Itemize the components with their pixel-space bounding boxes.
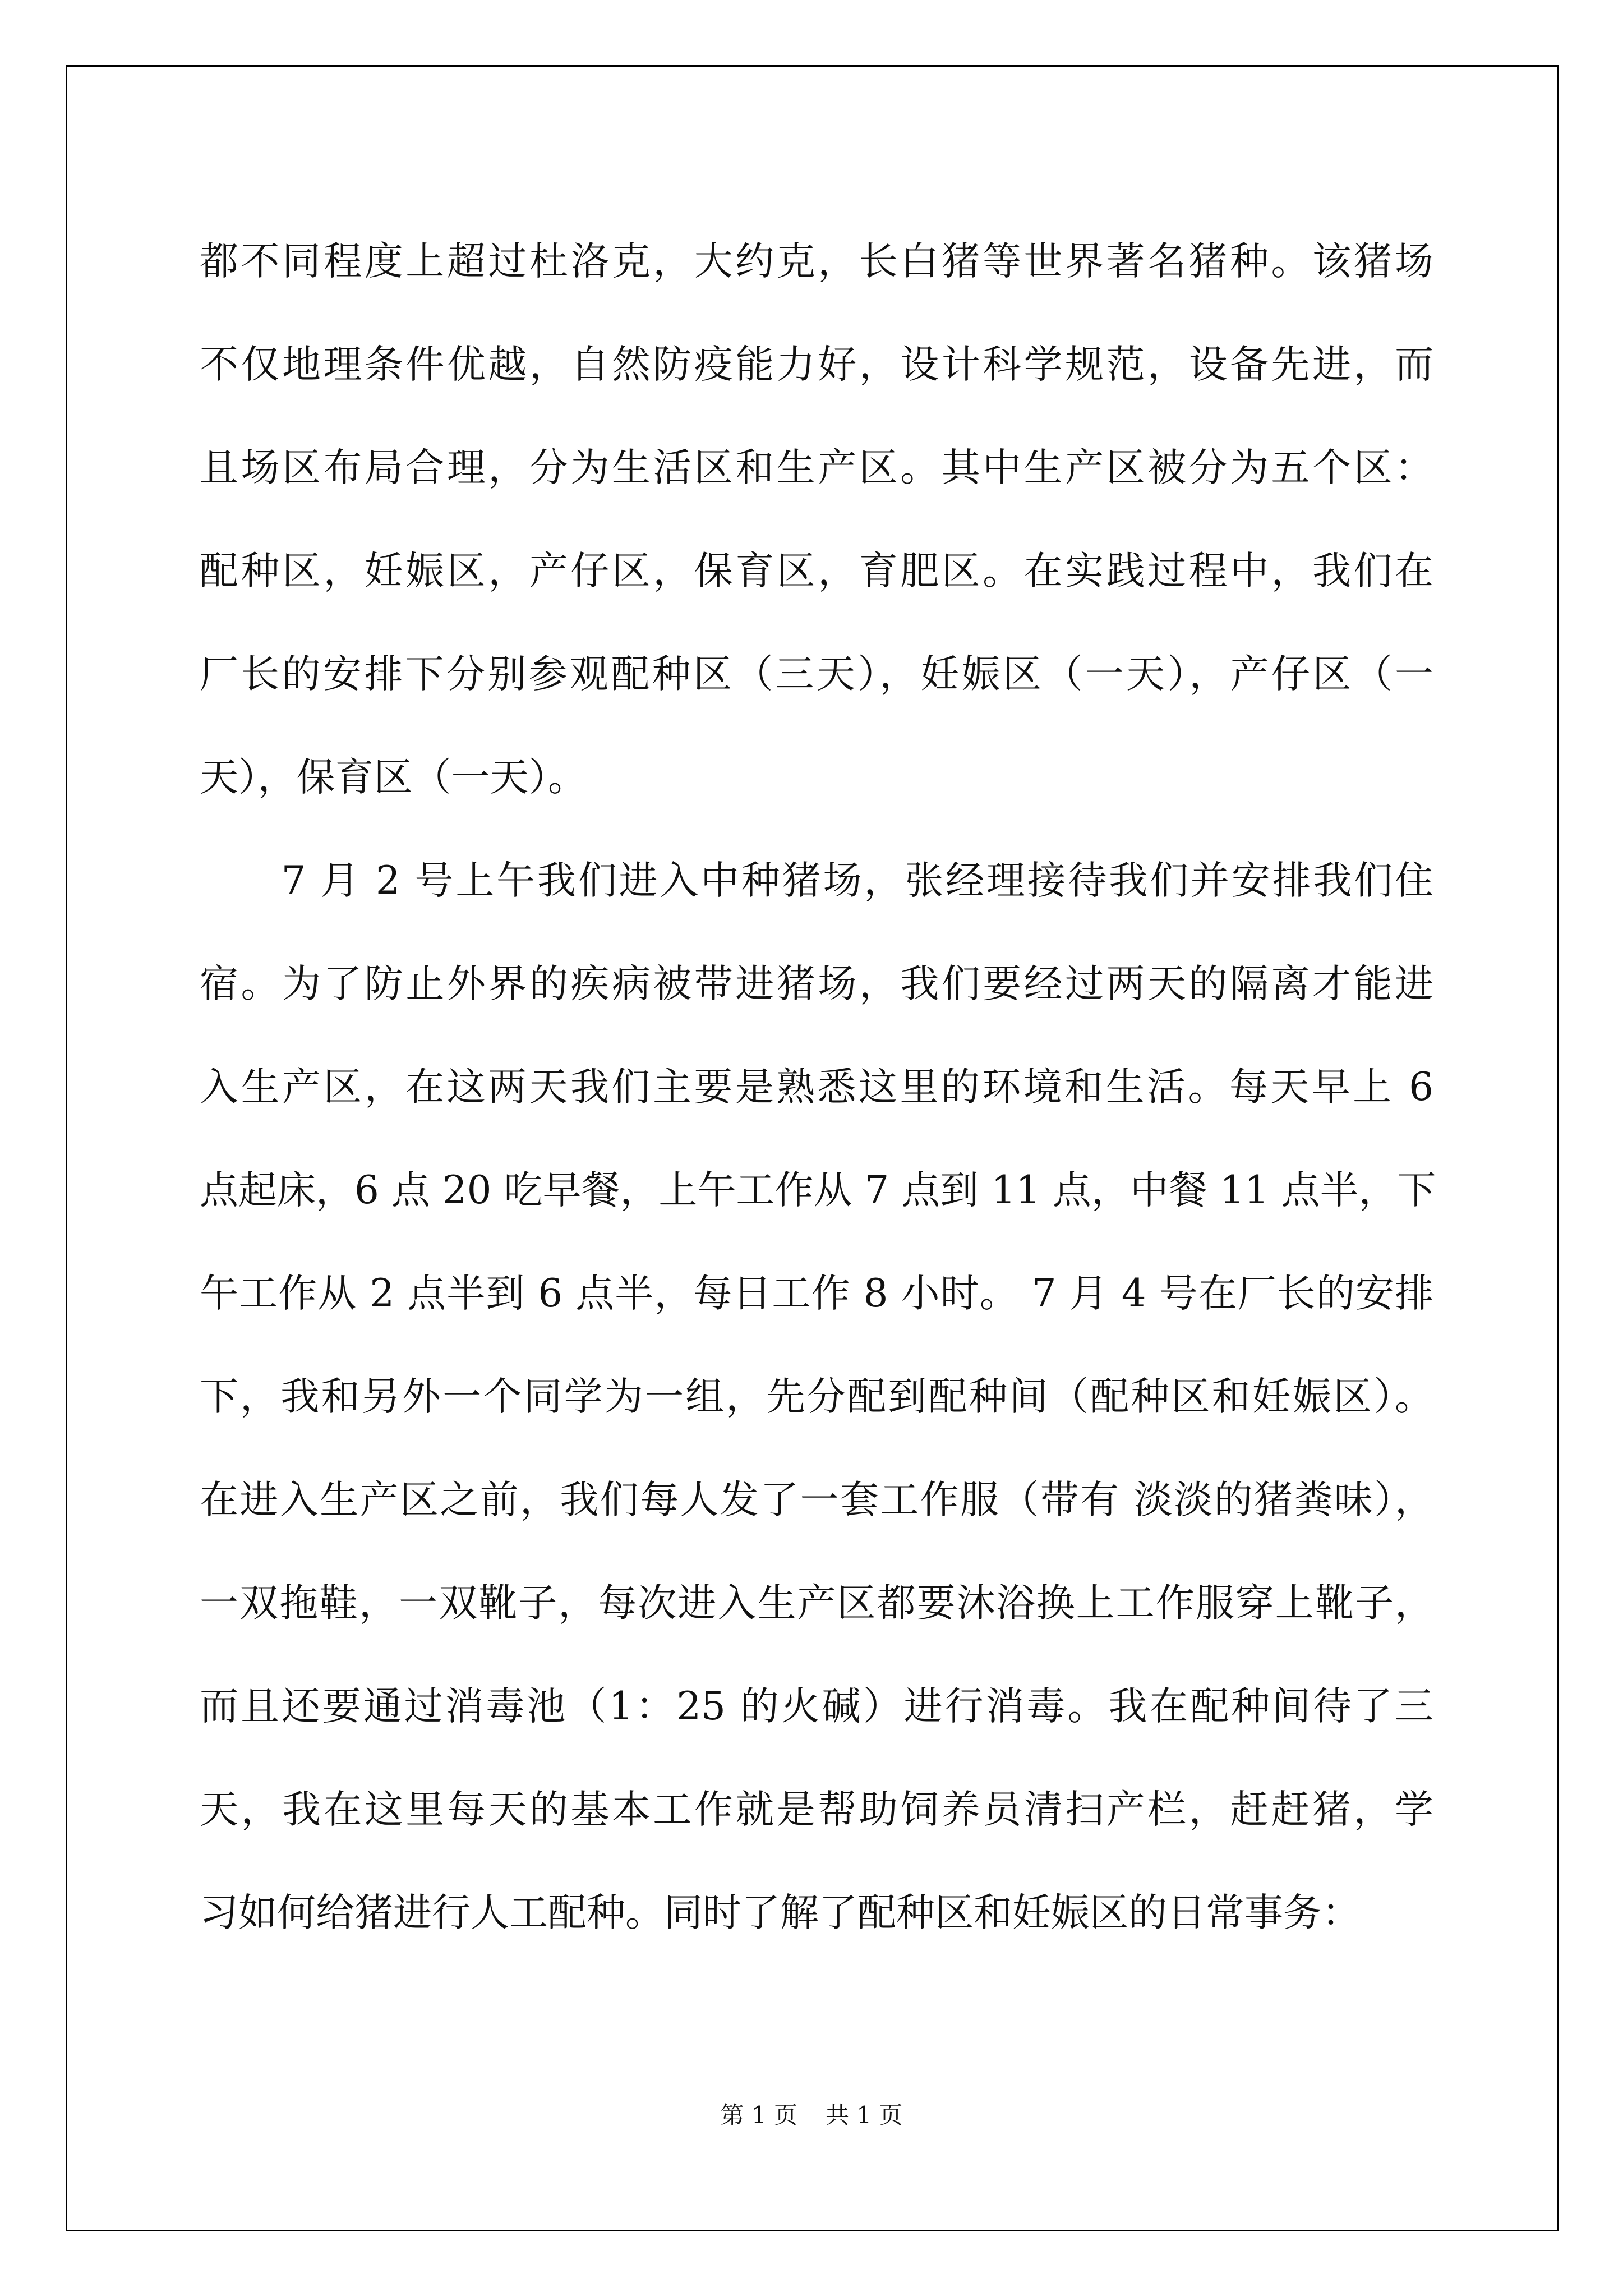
document-body	[200, 210, 1436, 1964]
text-line: 天，我在这里每天的基本工作就是帮助饲养员清扫产栏，赶赶猪，学	[200, 1787, 1433, 1832]
text-line: 厂长的安排下分别参观配种区（三天），妊娠区（一天），产仔区（一	[200, 652, 1433, 697]
text-line: 7 月 2 号上午我们进入中种猪场，张经理接待我们并安排我们住	[200, 858, 1433, 903]
text-line: 且场区布局合理，分为生活区和生产区。其中生产区被分为五个区：	[200, 445, 1433, 490]
text-line: 配种区，妊娠区，产仔区，保育区，育肥区。在实践过程中，我们在	[200, 549, 1433, 593]
text-line: 习如何给猪进行人工配种。同时了解了配种区和妊娠区的日常事务：	[200, 1890, 1361, 1935]
text-line: 点起床，6 点 20 吃早餐，上午工作从 7 点到 11 点，中餐 11 点半，下	[200, 1168, 1436, 1213]
text-line: 午工作从 2 点半到 6 点半，每日工作 8 小时。 7 月 4 号在厂长的安排	[200, 1271, 1433, 1316]
text-line: 而且还要通过消毒池（1：25 的火碱）进行消毒。我在配种间待了三	[200, 1684, 1433, 1729]
text-line: 下，我和另外一个同学为一组，先分配到配种间（配种区和妊娠区）。	[200, 1374, 1433, 1419]
text-line: 入生产区，在这两天我们主要是熟悉这里的环境和生活。每天早上 6	[200, 1065, 1433, 1110]
text-line: 在进入生产区之前，我们每人发了一套工作服（带有 淡淡的猪粪味），	[200, 1478, 1433, 1522]
page-total: 共 1 页	[826, 2101, 903, 2129]
text-line: 都不同程度上超过杜洛克，大约克，长白猪等世界著名猪种。该猪场	[200, 239, 1433, 284]
text-line: 宿。为了防止外界的疾病被带进猪场，我们要经过两天的隔离才能进	[200, 961, 1433, 1006]
text-line: 一双拖鞋，一双靴子，每次进入生产区都要沐浴换上工作服穿上靴子，	[200, 1581, 1433, 1626]
text-line: 不仅地理条件优越，自然防疫能力好，设计科学规范，设备先进，而	[200, 342, 1433, 387]
page-footer	[0, 2097, 1623, 2131]
page-number: 第 1 页	[720, 2101, 797, 2129]
text-line: 天），保育区（一天）。	[200, 755, 587, 800]
